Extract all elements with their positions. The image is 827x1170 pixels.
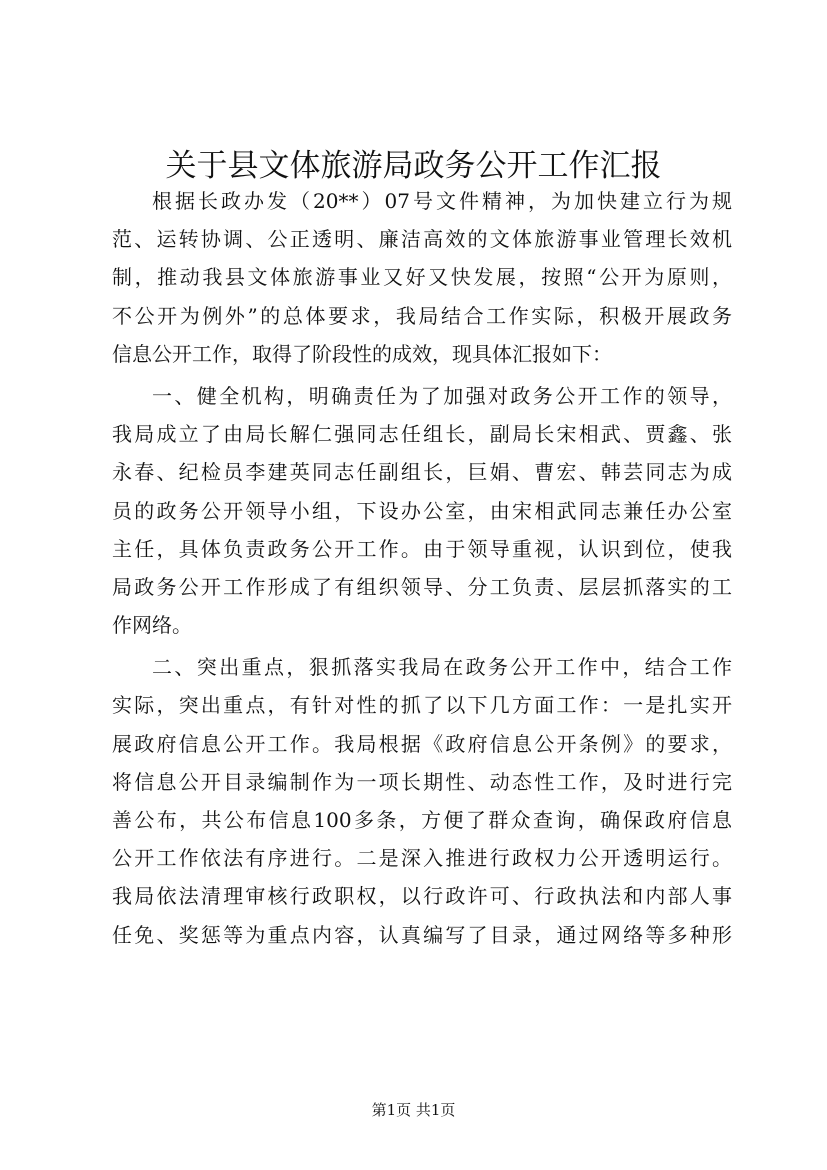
text-line: 我局依法清理审核行政职权，以行政许可、行政执法和内部人事: [112, 884, 732, 909]
text-line: 范、运转协调、公正透明、廉洁高效的文体旅游事业管理长效机: [112, 227, 732, 252]
text-line: 二、突出重点，狠抓落实我局在政务公开工作中，结合工作: [152, 655, 732, 680]
text-line: 我局成立了由局长解仁强同志任组长，副局长宋相武、贾鑫、张: [112, 422, 732, 447]
text-line: 局政务公开工作形成了有组织领导、分工负责、层层抓落实的工: [112, 574, 732, 599]
text-line: 信息公开工作，取得了阶段性的成效，现具体汇报如下：: [112, 341, 612, 366]
text-line: 主任，具体负责政务公开工作。由于领导重视，认识到位，使我: [112, 536, 732, 561]
text-line: 将信息公开目录编制作为一项长期性、动态性工作，及时进行完: [112, 769, 732, 794]
text-line: 一、健全机构，明确责任为了加强对政务公开工作的领导，: [152, 383, 732, 408]
text-line: 任免、奖惩等为重点内容，认真编写了目录，通过网络等多种形: [112, 922, 732, 947]
paragraph-2: [112, 377, 732, 644]
document-title: 关于县文体旅游局政务公开工作汇报: [165, 148, 662, 184]
text-line: 展政府信息公开工作。我局根据《政府信息公开条例》的要求，: [112, 731, 732, 756]
text-line: 善公布，共公布信息100多条，方便了群众查询，确保政府信息: [112, 808, 732, 832]
page-footer: 第1页 共1页: [371, 1101, 456, 1119]
document-body: [112, 182, 732, 954]
text-line: 公开工作依法有序进行。二是深入推进行政权力公开透明运行。: [112, 846, 732, 871]
paragraph-3: [112, 648, 732, 954]
paragraph-1: [112, 182, 732, 373]
text-line: 永春、纪检员李建英同志任副组长，巨娟、曹宏、韩芸同志为成: [112, 460, 732, 485]
text-line: 实际，突出重点，有针对性的抓了以下几方面工作：一是扎实开: [112, 693, 732, 718]
text-line: 员的政务公开领导小组，下设办公室，由宋相武同志兼任办公室: [112, 498, 732, 523]
text-line: 根据长政办发（20**）07号文件精神，为加快建立行为规: [152, 189, 732, 213]
text-line: 制，推动我县文体旅游事业又好又快发展，按照“公开为原则，: [112, 265, 732, 290]
text-line: 不公开为例外”的总体要求，我局结合工作实际，积极开展政务: [112, 303, 732, 328]
text-line: 作网络。: [112, 613, 192, 638]
